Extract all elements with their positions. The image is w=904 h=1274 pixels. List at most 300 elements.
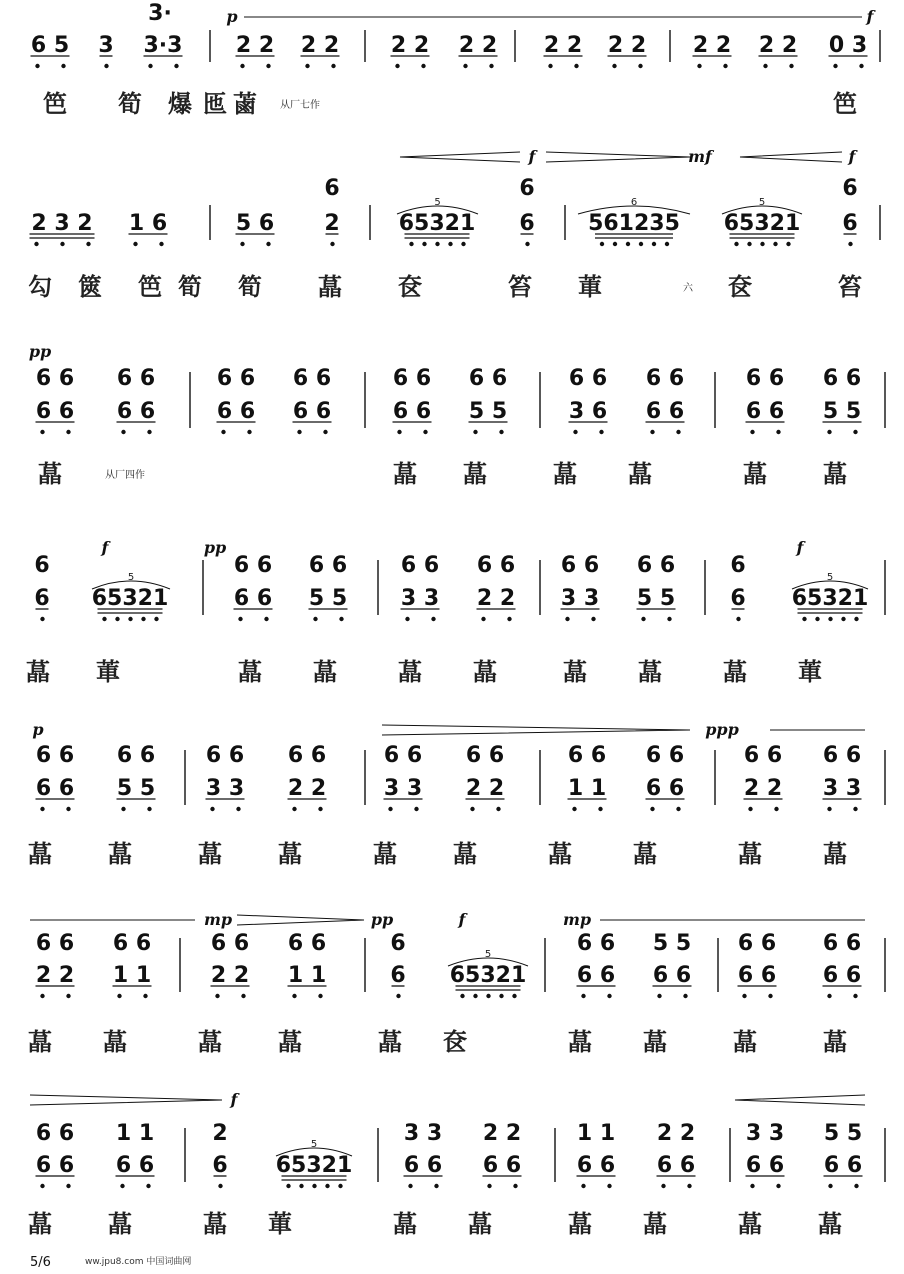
upper-note: 6 6: [822, 931, 862, 956]
octave-dot: [833, 64, 837, 68]
tablature-character: 奁: [398, 273, 422, 301]
score-row: [31, 1, 881, 118]
tablature-character: 蕌: [733, 1028, 757, 1056]
lower-note: 2 2: [743, 776, 783, 801]
octave-dot: [607, 994, 611, 998]
lower-note: 65321: [723, 211, 801, 236]
upper-note: 6 6: [568, 366, 608, 391]
tablature-character: 筍: [238, 273, 262, 301]
upper-note: 6 6: [743, 743, 783, 768]
upper-note: 6 6: [822, 366, 862, 391]
dynamic-mark: pp: [203, 538, 227, 557]
tablature-character: 蕌: [563, 658, 587, 686]
tablature-character: 笆: [138, 273, 162, 301]
dynamic-mark: f: [458, 910, 466, 929]
upper-note: 2 2: [482, 1121, 522, 1146]
lower-note: 6 6: [35, 1153, 75, 1178]
lower-note: 2 2: [287, 776, 327, 801]
octave-dot: [215, 994, 219, 998]
upper-note: 3 3: [403, 1121, 443, 1146]
octave-dot: [405, 617, 409, 621]
lower-note: 6 6: [745, 1153, 785, 1178]
dynamic-mark: f: [230, 1090, 238, 1109]
lower-note: 5 5: [636, 586, 676, 611]
lower-note: 5 5: [468, 399, 508, 424]
upper-note: 6 6: [35, 366, 75, 391]
lower-note: 6 6: [35, 776, 75, 801]
tablature-note: 从厂七作: [280, 100, 320, 111]
octave-dot: [470, 807, 474, 811]
octave-dot: [574, 64, 578, 68]
octave-dot: [40, 430, 44, 434]
octave-dot: [318, 994, 322, 998]
octave-dot: [626, 242, 630, 246]
octave-dot: [423, 430, 427, 434]
octave-dot: [774, 807, 778, 811]
upper-note: 6 6: [210, 931, 250, 956]
octave-dot: [431, 617, 435, 621]
tablature-character: 蕌: [553, 460, 577, 488]
upper-note: 6: [519, 176, 535, 201]
lower-note: 6 6: [392, 399, 432, 424]
octave-dot: [34, 242, 38, 246]
dynamic-mark: p: [32, 720, 44, 739]
octave-dot: [40, 807, 44, 811]
lower-note: 65321: [91, 586, 169, 611]
octave-dot: [598, 807, 602, 811]
lower-note: 2 2: [465, 776, 505, 801]
octave-dot: [853, 807, 857, 811]
diminuendo-hairpin: [382, 725, 690, 735]
tablature-character: 蕌: [238, 658, 262, 686]
upper-note: 6 6: [392, 366, 432, 391]
tuplet-number: 5: [484, 949, 492, 960]
lower-note: 1 6: [128, 211, 168, 236]
tablature-character: 莗: [798, 658, 822, 686]
octave-dot: [147, 430, 151, 434]
octave-dot: [854, 617, 858, 621]
octave-dot: [683, 994, 687, 998]
upper-note: 6 6: [233, 553, 273, 578]
tablature-character: 蕌: [393, 460, 417, 488]
octave-dot: [61, 64, 65, 68]
tablature-character: 蕌: [468, 1210, 492, 1238]
octave-dot: [512, 994, 516, 998]
octave-dot: [789, 64, 793, 68]
octave-dot: [638, 64, 642, 68]
octave-dot: [786, 242, 790, 246]
upper-note: 6: [730, 553, 746, 578]
octave-dot: [266, 242, 270, 246]
octave-dot: [486, 994, 490, 998]
tablature-character: 匜: [203, 90, 227, 118]
octave-dot: [665, 242, 669, 246]
octave-dot: [697, 64, 701, 68]
octave-dot: [641, 617, 645, 621]
tablature-character: 蕌: [548, 840, 572, 868]
lower-note: 6 6: [115, 1153, 155, 1178]
tablature-character: 蕌: [108, 840, 132, 868]
octave-dot: [238, 617, 242, 621]
tablature-character: 奁: [443, 1028, 467, 1056]
octave-dot: [661, 1184, 665, 1188]
tablature-character: 莗: [268, 1210, 292, 1238]
octave-dot: [86, 242, 90, 246]
lower-note: 3 3: [822, 776, 862, 801]
octave-dot: [652, 242, 656, 246]
tablature-character: 蕌: [398, 658, 422, 686]
upper-note: 6 6: [216, 366, 256, 391]
lower-note: 65321: [449, 963, 527, 988]
tablature-character: 蕌: [103, 1028, 127, 1056]
lower-note: 6 6: [403, 1153, 443, 1178]
octave-dot: [241, 994, 245, 998]
upper-note: 6 6: [112, 931, 152, 956]
crescendo-hairpin: [400, 152, 520, 162]
octave-dot: [748, 807, 752, 811]
lower-note: 65321: [398, 211, 476, 236]
tuplet-number: 6: [630, 197, 638, 208]
upper-note: 6 6: [383, 743, 423, 768]
octave-dot: [667, 617, 671, 621]
upper-note: 6 6: [745, 366, 785, 391]
upper-note: 6 6: [35, 931, 75, 956]
octave-dot: [66, 994, 70, 998]
octave-dot: [827, 430, 831, 434]
lower-note: 2 2: [210, 963, 250, 988]
octave-dot: [408, 1184, 412, 1188]
score-row: [28, 1090, 885, 1238]
tablature-character: 莗: [96, 658, 120, 686]
lower-note: 6 6: [656, 1153, 696, 1178]
octave-dot: [639, 242, 643, 246]
tablature-character: 蕌: [393, 1210, 417, 1238]
octave-dot: [565, 617, 569, 621]
octave-dot: [607, 1184, 611, 1188]
octave-dot: [339, 617, 343, 621]
octave-dot: [174, 64, 178, 68]
octave-dot: [159, 242, 163, 246]
lower-note: 3 3: [400, 586, 440, 611]
octave-dot: [264, 617, 268, 621]
tablature-character: 蕌: [373, 840, 397, 868]
octave-dot: [760, 242, 764, 246]
octave-dot: [409, 242, 413, 246]
octave-dot: [236, 807, 240, 811]
upper-note: 6 6: [476, 553, 516, 578]
octave-dot: [473, 994, 477, 998]
tablature-character: 蕌: [278, 1028, 302, 1056]
tablature-note: 六: [683, 283, 693, 294]
tablature-character: 蕌: [463, 460, 487, 488]
octave-dot: [435, 242, 439, 246]
upper-note: 6 6: [645, 743, 685, 768]
octave-dot: [299, 1184, 303, 1188]
tablature-character: 蓾: [233, 90, 257, 118]
octave-dot: [650, 430, 654, 434]
octave-dot: [66, 807, 70, 811]
score-row: [28, 720, 885, 868]
tablature-character: 蕌: [28, 1210, 52, 1238]
upper-note: 6 6: [287, 931, 327, 956]
octave-dot: [815, 617, 819, 621]
lower-note: 6: [519, 211, 535, 236]
page-number: 5/6: [30, 1255, 51, 1270]
octave-dot: [35, 64, 39, 68]
score-row: [28, 147, 880, 301]
octave-dot: [210, 807, 214, 811]
upper-note: 6: [390, 931, 406, 956]
octave-dot: [221, 430, 225, 434]
tuplet-number: 5: [127, 572, 135, 583]
octave-dot: [313, 617, 317, 621]
dynamic-mark: f: [528, 147, 536, 166]
octave-dot: [827, 807, 831, 811]
octave-dot: [768, 994, 772, 998]
tablature-character: 蕌: [823, 1028, 847, 1056]
upper-note: 6 6: [645, 366, 685, 391]
tablature-character: 蕌: [633, 840, 657, 868]
upper-note: 6 6: [567, 743, 607, 768]
octave-dot: [573, 430, 577, 434]
octave-dot: [489, 64, 493, 68]
lower-note: 2 2: [543, 33, 583, 58]
lower-note: 6 6: [745, 399, 785, 424]
lower-note: 3: [98, 33, 114, 58]
upper-note: 3 3: [745, 1121, 785, 1146]
octave-dot: [496, 807, 500, 811]
octave-dot: [848, 242, 852, 246]
octave-dot: [827, 994, 831, 998]
lower-note: 6 6: [645, 399, 685, 424]
score-rows: [26, 1, 885, 1238]
lower-note: 2 2: [692, 33, 732, 58]
tuplet-number: 5: [434, 197, 441, 208]
tablature-character: 蕌: [378, 1028, 402, 1056]
tablature-character: 蕌: [723, 658, 747, 686]
tablature-character: 蕌: [473, 658, 497, 686]
tablature-character: 蕌: [108, 1210, 132, 1238]
octave-dot: [581, 1184, 585, 1188]
lower-note: 5 5: [116, 776, 156, 801]
upper-note: 6 6: [465, 743, 505, 768]
dynamic-mark: p: [226, 7, 238, 26]
octave-dot: [473, 430, 477, 434]
tablature-character: 笆: [43, 90, 67, 118]
upper-note: 6 6: [560, 553, 600, 578]
lower-note: 6: [730, 586, 746, 611]
upper-note: 6 6: [287, 743, 327, 768]
tablature-character: 蕌: [38, 460, 62, 488]
lower-note: 2 2: [607, 33, 647, 58]
octave-dot: [750, 1184, 754, 1188]
octave-dot: [292, 994, 296, 998]
octave-dot: [600, 242, 604, 246]
upper-note: 2 2: [656, 1121, 696, 1146]
lower-note: 6 6: [823, 1153, 863, 1178]
lower-note: 6: [34, 586, 50, 611]
octave-dot: [331, 64, 335, 68]
lower-note: 6 6: [233, 586, 273, 611]
octave-dot: [305, 64, 309, 68]
lower-note: 6 6: [116, 399, 156, 424]
tablature-character: 蕌: [638, 658, 662, 686]
lower-note: 3 3: [560, 586, 600, 611]
upper-note: 6: [34, 553, 50, 578]
lower-note: 65321: [275, 1153, 353, 1178]
octave-dot: [776, 1184, 780, 1188]
octave-dot: [460, 994, 464, 998]
upper-note: 6 6: [35, 743, 75, 768]
octave-dot: [434, 1184, 438, 1188]
upper-note: 6 6: [116, 743, 156, 768]
octave-dot: [853, 994, 857, 998]
lower-note: 5 6: [235, 211, 275, 236]
tablature-character: 蕌: [738, 1210, 762, 1238]
tablature-character: 蕌: [823, 460, 847, 488]
octave-dot: [218, 1184, 222, 1188]
lower-note: 1 1: [112, 963, 152, 988]
tablature-character: 蕌: [643, 1028, 667, 1056]
lower-note: 2 2: [300, 33, 340, 58]
octave-dot: [40, 1184, 44, 1188]
lower-note: 3·3: [143, 33, 183, 58]
upper-note: 6 6: [308, 553, 348, 578]
crescendo-hairpin: [735, 1095, 865, 1105]
octave-dot: [657, 994, 661, 998]
octave-dot: [734, 242, 738, 246]
octave-dot: [292, 807, 296, 811]
lower-note: 3 3: [205, 776, 245, 801]
tablature-character: 筍: [118, 90, 142, 118]
tablature-character: 蕌: [628, 460, 652, 488]
upper-note: 2: [212, 1121, 228, 1146]
octave-dot: [141, 617, 145, 621]
tablature-character: 蕌: [203, 1210, 227, 1238]
octave-dot: [776, 430, 780, 434]
tablature-character: 莗: [578, 273, 602, 301]
dynamic-mark: ppp: [705, 720, 739, 739]
octave-dot: [66, 1184, 70, 1188]
tablature-character: 蕌: [278, 840, 302, 868]
octave-dot: [128, 617, 132, 621]
lower-note: 6 6: [576, 963, 616, 988]
octave-dot: [723, 64, 727, 68]
diminuendo-hairpin: [237, 915, 364, 925]
dynamic-mark: f: [866, 7, 874, 26]
upper-note: 6: [842, 176, 858, 201]
upper-note: 6 6: [737, 931, 777, 956]
tablature-character: 奁: [728, 273, 752, 301]
score-row: [26, 538, 885, 686]
tuplet-number: 5: [826, 572, 834, 583]
octave-dot: [859, 64, 863, 68]
octave-dot: [421, 64, 425, 68]
octave-dot: [513, 1184, 517, 1188]
lower-note: 3 6: [568, 399, 608, 424]
octave-dot: [854, 1184, 858, 1188]
tablature-character: 爆: [168, 90, 192, 118]
dynamic-mark: f: [848, 147, 856, 166]
octave-dot: [396, 994, 400, 998]
lower-note: 2 2: [476, 586, 516, 611]
tuplet-number: 5: [310, 1139, 318, 1150]
octave-dot: [828, 617, 832, 621]
lower-note: 6 6: [292, 399, 332, 424]
upper-note: 6 6: [636, 553, 676, 578]
tablature-note: 从厂四作: [105, 470, 145, 481]
dynamic-mark: f: [101, 538, 109, 557]
upper-note: 6 6: [292, 366, 332, 391]
upper-note: 1 1: [115, 1121, 155, 1146]
octave-dot: [841, 617, 845, 621]
octave-dot: [240, 242, 244, 246]
upper-note: 5 5: [652, 931, 692, 956]
octave-dot: [676, 430, 680, 434]
octave-dot: [461, 242, 465, 246]
upper-note: 6 6: [116, 366, 156, 391]
tablature-character: 蕌: [823, 840, 847, 868]
lower-note: 6: [842, 211, 858, 236]
octave-dot: [481, 617, 485, 621]
dynamic-mark: pp: [370, 910, 394, 929]
octave-dot: [742, 994, 746, 998]
watermark: ww.jpu8.com 中国词曲网: [85, 1257, 192, 1267]
tablature-character: 篋: [78, 273, 102, 301]
octave-dot: [613, 242, 617, 246]
tablature-character: 笆: [833, 90, 857, 118]
octave-dot: [325, 1184, 329, 1188]
octave-dot: [147, 807, 151, 811]
octave-dot: [266, 64, 270, 68]
octave-dot: [773, 242, 777, 246]
octave-dot: [338, 1184, 342, 1188]
upper-note: 5 5: [823, 1121, 863, 1146]
lower-note: 6 6: [652, 963, 692, 988]
octave-dot: [853, 430, 857, 434]
octave-dot: [650, 807, 654, 811]
crescendo-hairpin: [740, 152, 842, 162]
tablature-character: 蕌: [28, 1028, 52, 1056]
octave-dot: [154, 617, 158, 621]
dynamic-mark: pp: [28, 342, 52, 361]
lower-note: 1 1: [567, 776, 607, 801]
lower-note: 6 6: [35, 399, 75, 424]
lower-note: 3 3: [383, 776, 423, 801]
tablature-character: 蕌: [453, 840, 477, 868]
octave-dot: [286, 1184, 290, 1188]
lower-note: 2 2: [458, 33, 498, 58]
tablature-character: 蕌: [738, 840, 762, 868]
lower-note: 6 6: [737, 963, 777, 988]
octave-dot: [397, 430, 401, 434]
upper-note: 6 6: [822, 743, 862, 768]
top-note: 3·: [148, 1, 172, 26]
dynamic-mark: f: [796, 538, 804, 557]
tablature-character: 蕌: [643, 1210, 667, 1238]
tablature-character: 蕌: [198, 1028, 222, 1056]
tuplet-number: 5: [758, 197, 766, 208]
tablature-character: 蕌: [198, 840, 222, 868]
upper-note: 6 6: [468, 366, 508, 391]
octave-dot: [525, 242, 529, 246]
upper-note: 6 6: [400, 553, 440, 578]
octave-dot: [133, 242, 137, 246]
octave-dot: [548, 64, 552, 68]
octave-dot: [499, 430, 503, 434]
lower-note: 65321: [791, 586, 869, 611]
octave-dot: [750, 430, 754, 434]
